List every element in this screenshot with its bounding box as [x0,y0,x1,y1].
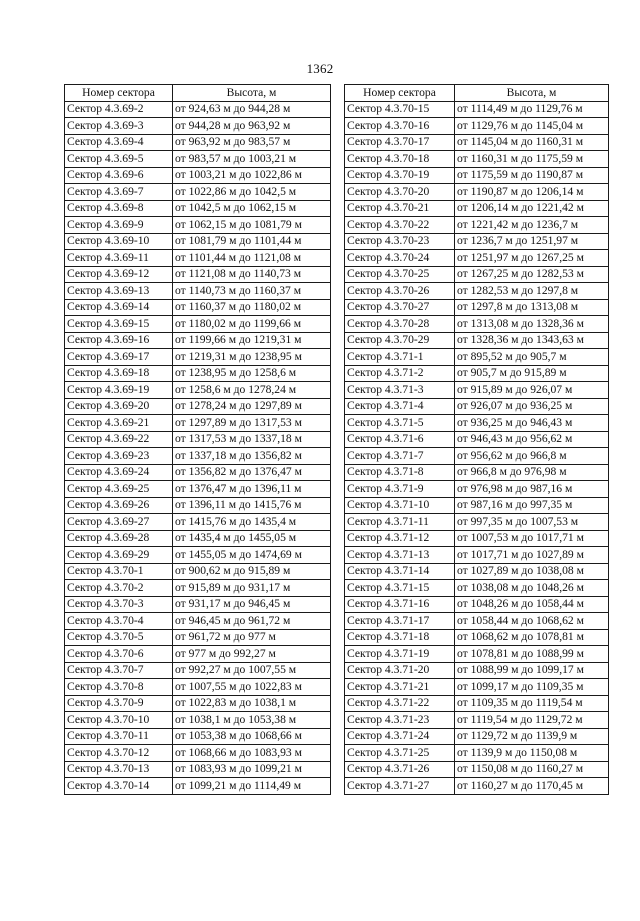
height-cell: от 1356,82 м до 1376,47 м [173,464,331,481]
sector-cell: Сектор 4.3.69-27 [65,514,173,531]
sector-cell: Сектор 4.3.69-22 [65,431,173,448]
table-row [65,613,331,630]
height-cell: от 1180,02 м до 1199,66 м [173,316,331,333]
sector-cell: Сектор 4.3.69-5 [65,151,173,168]
sector-cell: Сектор 4.3.71-12 [345,530,455,547]
height-cell: от 1003,21 м до 1022,86 м [173,167,331,184]
table-row [345,497,609,514]
sector-cell: Сектор 4.3.69-3 [65,118,173,135]
sector-cell: Сектор 4.3.70-6 [65,646,173,663]
height-cell: от 1042,5 м до 1062,15 м [173,200,331,217]
sector-cell: Сектор 4.3.71-1 [345,349,455,366]
height-cell: от 1190,87 м до 1206,14 м [455,184,609,201]
sector-cell: Сектор 4.3.69-7 [65,184,173,201]
table-row [345,613,609,630]
height-cell: от 1038,08 м до 1048,26 м [455,580,609,597]
table-row [65,646,331,663]
table-row [65,728,331,745]
sector-cell: Сектор 4.3.69-11 [65,250,173,267]
table-row [345,646,609,663]
sector-cell: Сектор 4.3.70-20 [345,184,455,201]
sector-cell: Сектор 4.3.69-23 [65,448,173,465]
table-row [65,431,331,448]
table-row [345,250,609,267]
table-row [345,332,609,349]
height-cell: от 1078,81 м до 1088,99 м [455,646,609,663]
table-row [345,530,609,547]
height-cell: от 1251,97 м до 1267,25 м [455,250,609,267]
table-row [345,596,609,613]
height-cell: от 1160,31 м до 1175,59 м [455,151,609,168]
sector-cell: Сектор 4.3.70-16 [345,118,455,135]
sector-cell: Сектор 4.3.70-15 [345,101,455,118]
height-cell: от 1027,89 м до 1038,08 м [455,563,609,580]
sector-cell: Сектор 4.3.71-13 [345,547,455,564]
sector-cell: Сектор 4.3.70-10 [65,712,173,729]
table-row [345,217,609,234]
height-cell: от 1415,76 м до 1435,4 м [173,514,331,531]
sector-cell: Сектор 4.3.70-11 [65,728,173,745]
sector-cell: Сектор 4.3.69-28 [65,530,173,547]
height-cell: от 963,92 м до 983,57 м [173,134,331,151]
table-row [345,547,609,564]
sector-cell: Сектор 4.3.70-23 [345,233,455,250]
height-cell: от 1022,83 м до 1038,1 м [173,695,331,712]
table-row [65,629,331,646]
sector-cell: Сектор 4.3.70-5 [65,629,173,646]
table-row [345,448,609,465]
table-row [345,563,609,580]
table-row [345,679,609,696]
table-row [345,580,609,597]
table-row [65,481,331,498]
sector-cell: Сектор 4.3.71-2 [345,365,455,382]
sector-cell: Сектор 4.3.70-18 [345,151,455,168]
sector-cell: Сектор 4.3.70-2 [65,580,173,597]
sector-cell: Сектор 4.3.71-15 [345,580,455,597]
sector-cell: Сектор 4.3.71-14 [345,563,455,580]
table-row [65,563,331,580]
height-cell: от 1337,18 м до 1356,82 м [173,448,331,465]
sector-cell: Сектор 4.3.69-10 [65,233,173,250]
table-row [345,184,609,201]
height-cell: от 1129,72 м до 1139,9 м [455,728,609,745]
sector-cell: Сектор 4.3.70-22 [345,217,455,234]
height-cell: от 992,27 м до 1007,55 м [173,662,331,679]
height-cell: от 1114,49 м до 1129,76 м [455,101,609,118]
height-cell: от 1139,9 м до 1150,08 м [455,745,609,762]
height-cell: от 956,62 м до 966,8 м [455,448,609,465]
sector-cell: Сектор 4.3.71-16 [345,596,455,613]
table-row [345,316,609,333]
height-cell: от 915,89 м до 926,07 м [455,382,609,399]
height-cell: от 895,52 м до 905,7 м [455,349,609,366]
sector-cell: Сектор 4.3.69-24 [65,464,173,481]
table-row [345,134,609,151]
sector-table-right [344,84,609,795]
height-cell: от 924,63 м до 944,28 м [173,101,331,118]
table-row [65,167,331,184]
table-row [65,514,331,531]
height-cell: от 1376,47 м до 1396,11 м [173,481,331,498]
height-cell: от 1221,42 м до 1236,7 м [455,217,609,234]
table-row [65,316,331,333]
sector-cell: Сектор 4.3.70-26 [345,283,455,300]
height-cell: от 1236,7 м до 1251,97 м [455,233,609,250]
sector-cell: Сектор 4.3.70-8 [65,679,173,696]
height-cell: от 1058,44 м до 1068,62 м [455,613,609,630]
sector-cell: Сектор 4.3.69-14 [65,299,173,316]
height-cell: от 966,8 м до 976,98 м [455,464,609,481]
table-row [65,679,331,696]
height-cell: от 1007,55 м до 1022,83 м [173,679,331,696]
sector-cell: Сектор 4.3.70-27 [345,299,455,316]
table-row [65,200,331,217]
height-cell: от 915,89 м до 931,17 м [173,580,331,597]
table-row [65,299,331,316]
table-row [345,365,609,382]
table-row [65,184,331,201]
height-cell: от 1396,11 м до 1415,76 м [173,497,331,514]
sector-cell: Сектор 4.3.70-17 [345,134,455,151]
height-cell: от 1258,6 м до 1278,24 м [173,382,331,399]
height-cell: от 1150,08 м до 1160,27 м [455,761,609,778]
sector-cell: Сектор 4.3.70-21 [345,200,455,217]
sector-cell: Сектор 4.3.69-4 [65,134,173,151]
height-cell: от 976,98 м до 987,16 м [455,481,609,498]
table-row [345,200,609,217]
header-height: Высота, м [173,85,331,102]
sector-cell: Сектор 4.3.70-13 [65,761,173,778]
height-cell: от 1140,73 м до 1160,37 м [173,283,331,300]
height-cell: от 1455,05 м до 1474,69 м [173,547,331,564]
sector-cell: Сектор 4.3.69-9 [65,217,173,234]
height-cell: от 1048,26 м до 1058,44 м [455,596,609,613]
height-cell: от 1267,25 м до 1282,53 м [455,266,609,283]
height-cell: от 1435,4 м до 1455,05 м [173,530,331,547]
height-cell: от 987,16 м до 997,35 м [455,497,609,514]
sector-cell: Сектор 4.3.69-20 [65,398,173,415]
sector-cell: Сектор 4.3.70-1 [65,563,173,580]
height-cell: от 1160,27 м до 1170,45 м [455,778,609,795]
table-row [65,596,331,613]
sector-cell: Сектор 4.3.69-29 [65,547,173,564]
sector-cell: Сектор 4.3.70-3 [65,596,173,613]
table-row [345,233,609,250]
sector-cell: Сектор 4.3.71-23 [345,712,455,729]
sector-cell: Сектор 4.3.70-9 [65,695,173,712]
table-row [345,349,609,366]
height-cell: от 1109,35 м до 1119,54 м [455,695,609,712]
table-row [65,382,331,399]
height-cell: от 1081,79 м до 1101,44 м [173,233,331,250]
sector-cell: Сектор 4.3.71-11 [345,514,455,531]
sector-cell: Сектор 4.3.71-22 [345,695,455,712]
height-cell: от 946,43 м до 956,62 м [455,431,609,448]
sector-cell: Сектор 4.3.71-9 [345,481,455,498]
sector-cell: Сектор 4.3.71-7 [345,448,455,465]
height-cell: от 983,57 м до 1003,21 м [173,151,331,168]
height-cell: от 926,07 м до 936,25 м [455,398,609,415]
table-row [65,250,331,267]
table-row [65,217,331,234]
sector-cell: Сектор 4.3.71-27 [345,778,455,795]
table-row [345,761,609,778]
table-row [65,662,331,679]
table-row [345,151,609,168]
table-row [65,118,331,135]
table-row [345,712,609,729]
sector-cell: Сектор 4.3.69-25 [65,481,173,498]
height-cell: от 1053,38 м до 1068,66 м [173,728,331,745]
table-header-row [65,85,331,102]
table-row [345,514,609,531]
table-row [65,530,331,547]
height-cell: от 905,7 м до 915,89 м [455,365,609,382]
height-cell: от 977 м до 992,27 м [173,646,331,663]
table-row [65,448,331,465]
table-row [345,118,609,135]
height-cell: от 936,25 м до 946,43 м [455,415,609,432]
height-cell: от 1206,14 м до 1221,42 м [455,200,609,217]
table-body [345,101,609,794]
table-row [345,481,609,498]
table-row [345,101,609,118]
page-number: 1362 [306,61,334,76]
height-cell: от 1219,31 м до 1238,95 м [173,349,331,366]
table-row [65,695,331,712]
table-row [65,415,331,432]
table-row [345,662,609,679]
height-cell: от 1328,36 м до 1343,63 м [455,332,609,349]
header-sector: Номер сектора [65,85,173,102]
sector-cell: Сектор 4.3.71-3 [345,382,455,399]
height-cell: от 1017,71 м до 1027,89 м [455,547,609,564]
height-cell: от 1317,53 м до 1337,18 м [173,431,331,448]
height-cell: от 961,72 м до 977 м [173,629,331,646]
height-cell: от 1121,08 м до 1140,73 м [173,266,331,283]
height-cell: от 1278,24 м до 1297,89 м [173,398,331,415]
table-row [345,745,609,762]
height-cell: от 1313,08 м до 1328,36 м [455,316,609,333]
table-row [65,745,331,762]
table-row [65,233,331,250]
height-cell: от 900,62 м до 915,89 м [173,563,331,580]
sector-cell: Сектор 4.3.71-24 [345,728,455,745]
header-height: Высота, м [455,85,609,102]
height-cell: от 1099,17 м до 1109,35 м [455,679,609,696]
table-row [345,464,609,481]
table-row [345,778,609,795]
height-cell: от 946,45 м до 961,72 м [173,613,331,630]
table-row [65,283,331,300]
table-row [345,398,609,415]
height-cell: от 1068,62 м до 1078,81 м [455,629,609,646]
table-row [345,629,609,646]
sector-cell: Сектор 4.3.69-2 [65,101,173,118]
height-cell: от 1068,66 м до 1083,93 м [173,745,331,762]
sector-cell: Сектор 4.3.69-12 [65,266,173,283]
table-row [65,398,331,415]
sector-cell: Сектор 4.3.71-26 [345,761,455,778]
sector-cell: Сектор 4.3.71-21 [345,679,455,696]
height-cell: от 1007,53 м до 1017,71 м [455,530,609,547]
height-cell: от 1083,93 м до 1099,21 м [173,761,331,778]
table-row [345,728,609,745]
height-cell: от 1160,37 м до 1180,02 м [173,299,331,316]
table-body [65,101,331,794]
sector-cell: Сектор 4.3.71-17 [345,613,455,630]
sector-cell: Сектор 4.3.70-24 [345,250,455,267]
height-cell: от 1022,86 м до 1042,5 м [173,184,331,201]
sector-cell: Сектор 4.3.69-6 [65,167,173,184]
table-row [65,101,331,118]
sector-cell: Сектор 4.3.69-17 [65,349,173,366]
table-row [345,167,609,184]
sector-cell: Сектор 4.3.69-15 [65,316,173,333]
height-cell: от 1175,59 м до 1190,87 м [455,167,609,184]
table-header-row [345,85,609,102]
height-cell: от 1297,89 м до 1317,53 м [173,415,331,432]
height-cell: от 997,35 м до 1007,53 м [455,514,609,531]
height-cell: от 1282,53 м до 1297,8 м [455,283,609,300]
table-row [65,497,331,514]
sector-cell: Сектор 4.3.70-19 [345,167,455,184]
table-row [65,547,331,564]
height-cell: от 944,28 м до 963,92 м [173,118,331,135]
height-cell: от 1145,04 м до 1160,31 м [455,134,609,151]
table-row [65,464,331,481]
table-row [345,415,609,432]
sector-cell: Сектор 4.3.71-25 [345,745,455,762]
table-row [345,266,609,283]
table-row [345,431,609,448]
height-cell: от 1099,21 м до 1114,49 м [173,778,331,795]
table-row [65,712,331,729]
table-row [345,382,609,399]
sector-cell: Сектор 4.3.69-21 [65,415,173,432]
sector-cell: Сектор 4.3.69-16 [65,332,173,349]
sector-cell: Сектор 4.3.70-4 [65,613,173,630]
table-row [65,778,331,795]
sector-cell: Сектор 4.3.70-28 [345,316,455,333]
sector-cell: Сектор 4.3.71-19 [345,646,455,663]
sector-cell: Сектор 4.3.71-10 [345,497,455,514]
sector-cell: Сектор 4.3.70-29 [345,332,455,349]
table-row [65,266,331,283]
sector-cell: Сектор 4.3.71-18 [345,629,455,646]
table-row [65,151,331,168]
table-row [65,332,331,349]
sector-cell: Сектор 4.3.69-13 [65,283,173,300]
sector-cell: Сектор 4.3.69-19 [65,382,173,399]
sector-cell: Сектор 4.3.70-14 [65,778,173,795]
height-cell: от 1238,95 м до 1258,6 м [173,365,331,382]
table-row [65,134,331,151]
height-cell: от 1199,66 м до 1219,31 м [173,332,331,349]
height-cell: от 931,17 м до 946,45 м [173,596,331,613]
table-row [345,695,609,712]
height-cell: от 1062,15 м до 1081,79 м [173,217,331,234]
sector-cell: Сектор 4.3.69-26 [65,497,173,514]
sector-cell: Сектор 4.3.70-12 [65,745,173,762]
sector-cell: Сектор 4.3.71-6 [345,431,455,448]
table-row [65,365,331,382]
sector-cell: Сектор 4.3.71-20 [345,662,455,679]
height-cell: от 1088,99 м до 1099,17 м [455,662,609,679]
table-row [65,761,331,778]
sector-table-left [64,84,331,795]
height-cell: от 1297,8 м до 1313,08 м [455,299,609,316]
table-row [65,580,331,597]
height-cell: от 1038,1 м до 1053,38 м [173,712,331,729]
header-sector: Номер сектора [345,85,455,102]
sector-cell: Сектор 4.3.71-8 [345,464,455,481]
sector-cell: Сектор 4.3.69-18 [65,365,173,382]
sector-cell: Сектор 4.3.70-7 [65,662,173,679]
table-row [65,349,331,366]
height-cell: от 1101,44 м до 1121,08 м [173,250,331,267]
sector-cell: Сектор 4.3.69-8 [65,200,173,217]
table-row [345,299,609,316]
height-cell: от 1119,54 м до 1129,72 м [455,712,609,729]
sector-cell: Сектор 4.3.71-4 [345,398,455,415]
height-cell: от 1129,76 м до 1145,04 м [455,118,609,135]
table-row [345,283,609,300]
sector-cell: Сектор 4.3.70-25 [345,266,455,283]
sector-cell: Сектор 4.3.71-5 [345,415,455,432]
